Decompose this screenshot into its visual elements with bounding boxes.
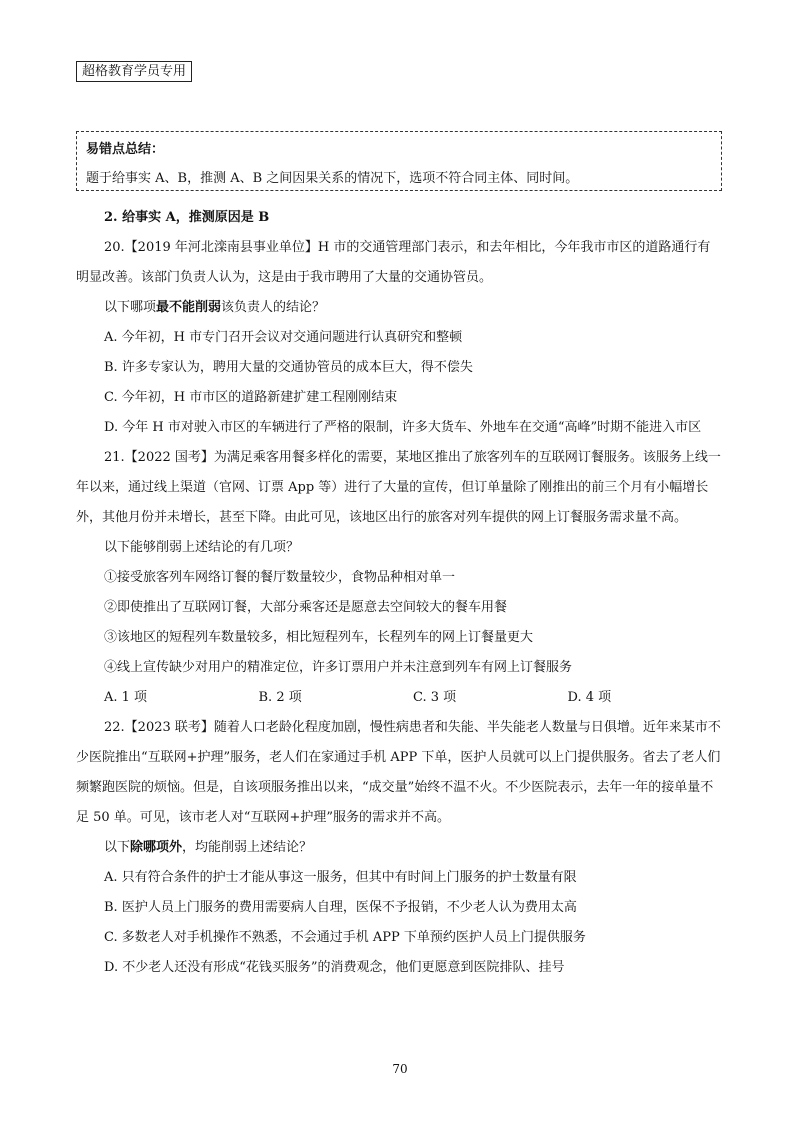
- summary-title: 易错点总结：: [86, 142, 165, 157]
- summary-text: 题于给事实 A、B，推测 A、B 之间因果关系的情况下，选项不符合同主体、同时间。: [86, 171, 579, 186]
- q21-choice-a: A. 1 项: [104, 690, 148, 705]
- section-title: 2. 给事实 A，推测原因是 B: [104, 210, 270, 225]
- q20-option-d: D. 今年 H 市对驶入市区的车辆进行了严格的限制，许多大货车、外地车在交通“高峰”时期不能进入市区: [104, 420, 702, 435]
- q21-statement-3: ③该地区的短程列车数量较多，相比短程列车，长程列车的网上订餐量更大: [104, 630, 534, 645]
- q22-option-b: B. 医护人员上门服务的费用需要病人自理，医保不予报销，不少老人认为费用太高: [104, 900, 577, 915]
- q22-option-c: C. 多数老人对手机操作不熟悉，不会通过手机 APP 下单预约医护人员上门提供服务: [104, 930, 586, 945]
- q22-option-a: A. 只有符合条件的护士才能从事这一服务，但其中有时间上门服务的护士数量有限: [104, 870, 577, 885]
- q21-choice-d: D. 4 项: [567, 690, 612, 705]
- q20-option-a: A. 今年初，H 市专门召开会议对交通问题进行认真研究和整顿: [104, 330, 463, 345]
- q21-statement-1: ①接受旅客列车网络订餐的餐厅数量较少，食物品种相对单一: [104, 570, 456, 585]
- q22-stem: 22.【2023 联考】随着人口老龄化程度加剧，慢性病患者和失能、半失能老人数量与日俱增。近年来某市不少医院推出“互联网+护理”服务，老人们在家通过手机 APP 下单，医护人员就可以上门提供服务。省去了老人们频繁跑医院的烦恼。但是，自该项服务推出以来，“成交量”始终不温不火。不少医院表示，去年一年的接单量不足 50 单。可见，该市老人对“互联网+护理”服务的需求并不高。: [76, 720, 721, 825]
- q21-statement-4: ④线上宣传缺少对用户的精准定位，许多订票用户并未注意到列车有网上订餐服务: [104, 660, 573, 675]
- q20-ask: 以下哪项最不能削弱该负责人的结论？: [104, 300, 326, 315]
- q21-stem: 21.【2022 国考】为满足乘客用餐多样化的需要，某地区推出了旅客列车的互联网订餐服务。该服务上线一年以来，通过线上渠道（官网、订票 App 等）进行了大量的宣传，但订单量除了刚推出的前三个月有小幅增长外，其他月份并未增长，甚至下降。由此可见，该地区出行的旅客对列车提供的网上订餐服务需求量不高。: [76, 450, 721, 525]
- q21-choices: [76, 683, 722, 713]
- q22-option-d: D. 不少老人还没有形成“花钱买服务”的消费观念，他们更愿意到医院排队、挂号: [104, 960, 565, 975]
- q20-stem: 20.【2019 年河北滦南县事业单位】H 市的交通管理部门表示，和去年相比，今年我市市区的道路通行有明显改善。该部门负责人认为，这是由于我市聘用了大量的交通协管员。: [76, 240, 711, 285]
- q21-choice-b: B. 2 项: [258, 690, 302, 705]
- q21-ask: 以下能够削弱上述结论的有几项？: [104, 540, 300, 555]
- q21-choice-c: C. 3 项: [413, 690, 457, 705]
- q22-ask: 以下除哪项外，均能削弱上述结论？: [104, 840, 313, 855]
- q20-option-b: B. 许多专家认为，聘用大量的交通协管员的成本巨大，得不偿失: [104, 360, 473, 375]
- q20-option-c: C. 今年初，H 市市区的道路新建扩建工程刚刚结束: [104, 390, 398, 405]
- header-tag: 超格教育学员专用: [76, 61, 192, 82]
- main-content: [76, 203, 722, 983]
- error-summary-box: [76, 131, 722, 191]
- q21-statement-2: ②即使推出了互联网订餐，大部分乘客还是愿意去空间较大的餐车用餐: [104, 600, 508, 615]
- page-number: 70: [392, 1062, 408, 1076]
